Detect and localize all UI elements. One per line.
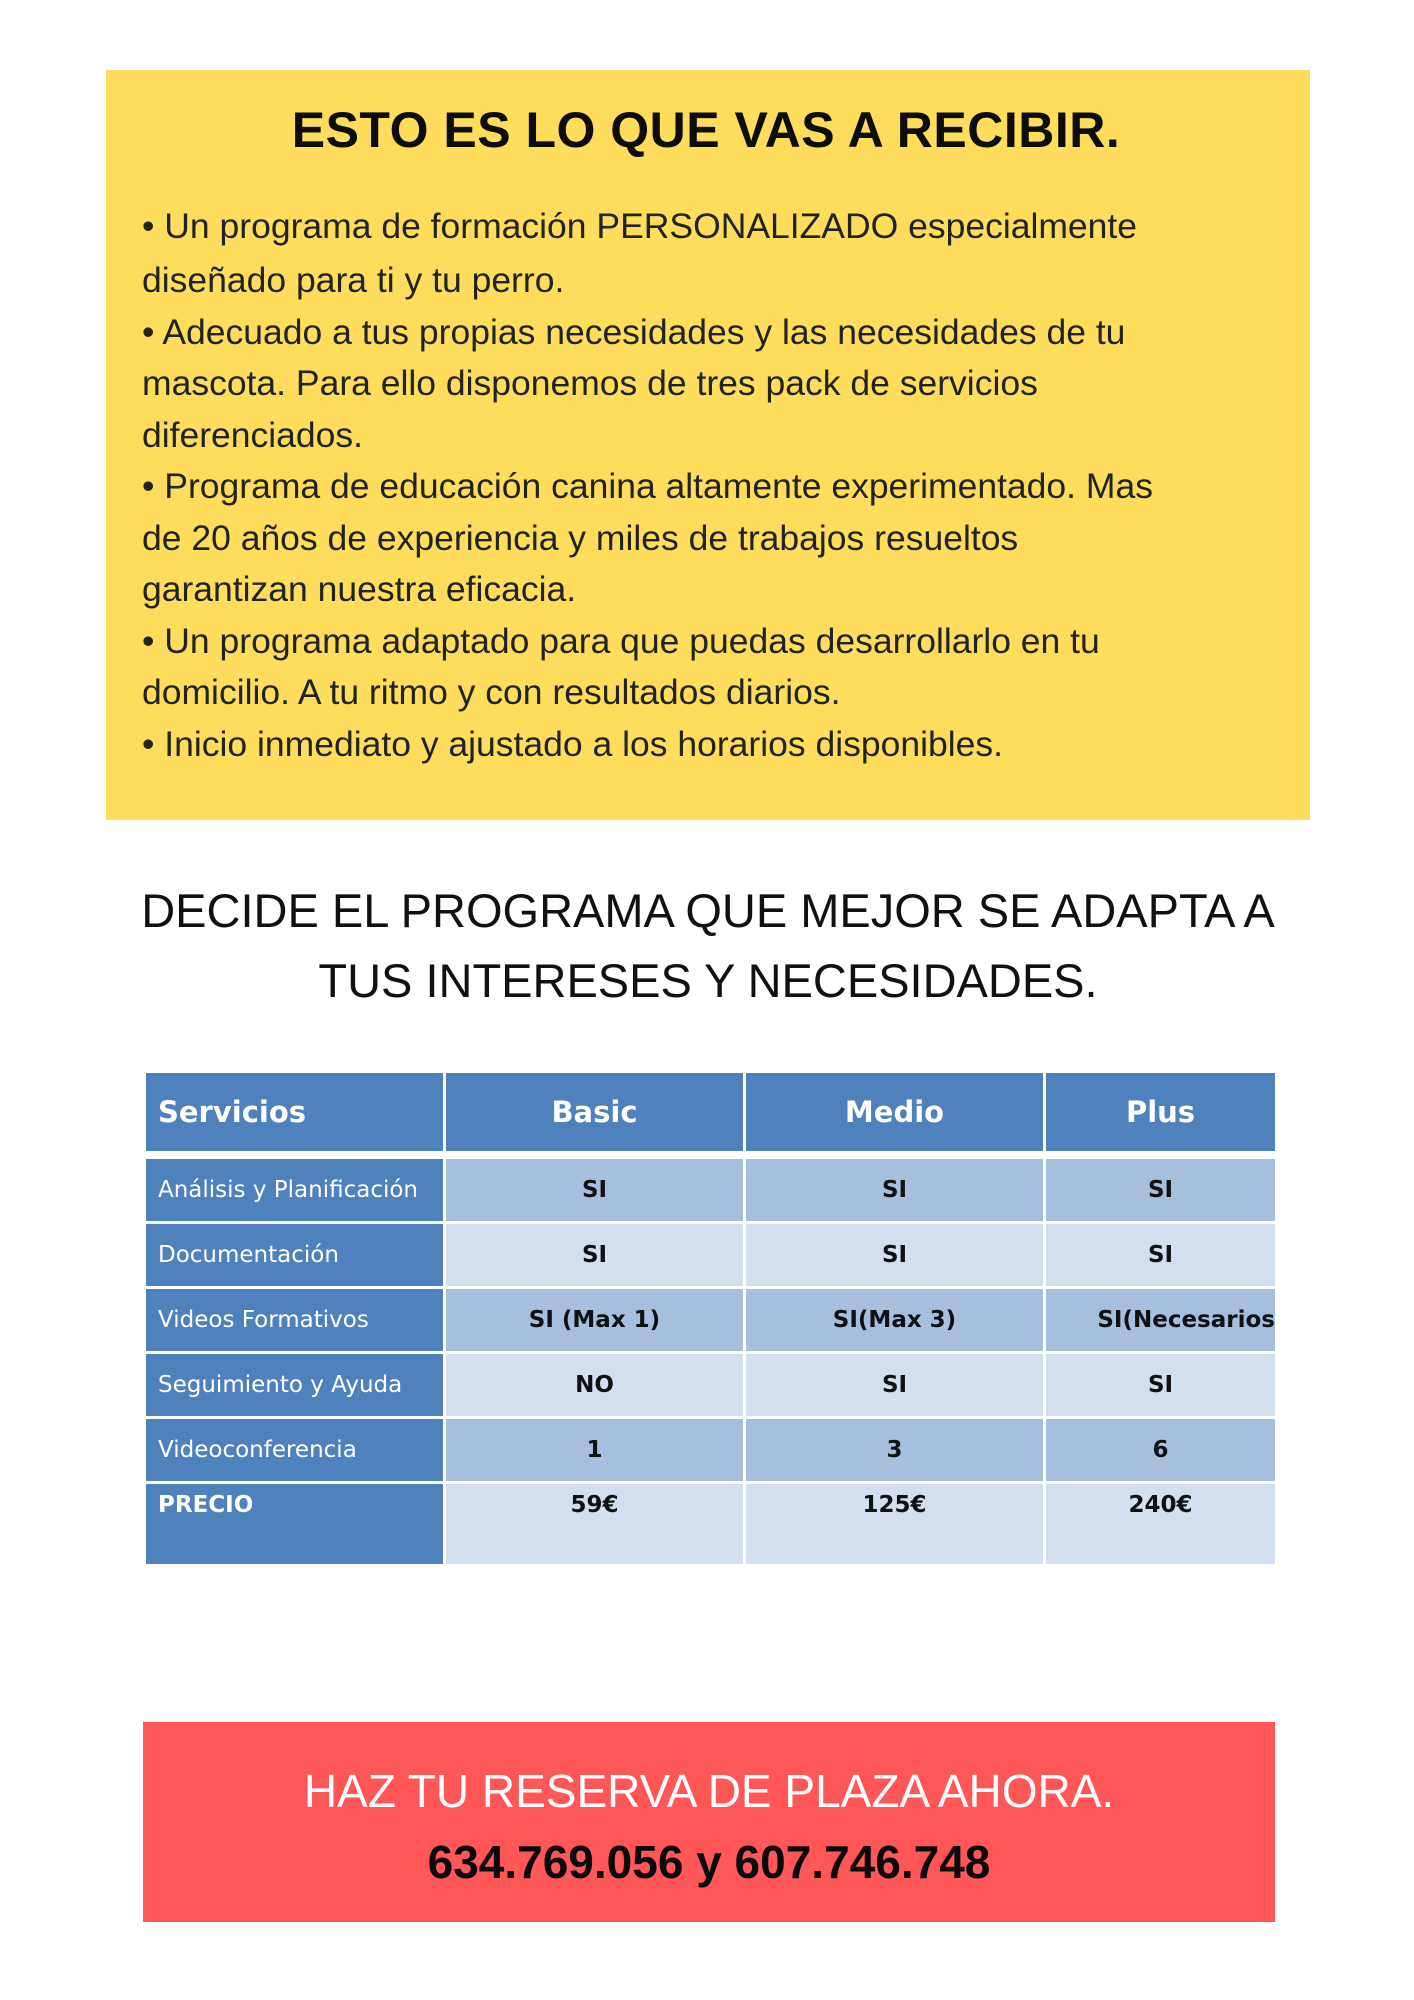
benefit-line: • Un programa adaptado para que puedas desarrollarlo en tu (142, 620, 1100, 661)
cell-basic: 1 (446, 1416, 743, 1481)
table-row (146, 1351, 1275, 1416)
reservation-text: HAZ TU RESERVA DE PLAZA AHORA. (303, 1765, 1115, 1817)
row-label: Seguimiento y Ayuda (146, 1351, 443, 1416)
cell-plus: SI(Necesarios (1046, 1286, 1275, 1351)
section-heading-line1: DECIDE EL PROGRAMA QUE MEJOR SE ADAPTA A (141, 884, 1275, 937)
cell-basic: SI (446, 1156, 743, 1221)
cell-basic: NO (446, 1351, 743, 1416)
benefit-line: domicilio. A tu ritmo y con resultados diarios. (142, 672, 841, 712)
table-row (146, 1156, 1275, 1221)
price-basic: 59€ (446, 1481, 743, 1564)
cell-medio: 3 (746, 1416, 1043, 1481)
row-label-price: PRECIO (146, 1481, 443, 1564)
header-plus: Plus (1046, 1073, 1275, 1156)
benefit-line: • Inicio inmediato y ajustado a los horarios disponibles. (142, 723, 1003, 764)
pricing-table (143, 1073, 1278, 1564)
header-medio: Medio (746, 1073, 1043, 1156)
row-label: Análisis y Planificación (146, 1156, 443, 1221)
cell-medio: SI (746, 1156, 1043, 1221)
benefit-line: garantizan nuestra eficacia. (142, 569, 577, 609)
table-row-price (146, 1481, 1275, 1564)
cell-plus: 6 (1046, 1416, 1275, 1481)
cell-medio: SI (746, 1351, 1043, 1416)
benefit-line: mascota. Para ello disponemos de tres pack de servicios (142, 363, 1038, 403)
phone-numbers[interactable]: 634.769.056 y 607.746.748 (427, 1835, 991, 1888)
table-row (146, 1221, 1275, 1286)
row-label: Videoconferencia (146, 1416, 443, 1481)
cell-medio: SI (746, 1221, 1043, 1286)
benefit-line: • Adecuado a tus propias necesidades y las necesidades de tu (142, 311, 1126, 352)
table-header-row (146, 1073, 1275, 1156)
benefit-line: de 20 años de experiencia y miles de trabajos resueltos (142, 517, 1019, 558)
section-heading (106, 876, 1310, 1016)
price-plus: 240€ (1046, 1481, 1275, 1564)
benefit-line: • Programa de educación canina altamente experimentado. Mas (142, 466, 1153, 506)
header-servicios: Servicios (146, 1073, 443, 1156)
benefits-box (106, 70, 1310, 820)
cell-plus: SI (1046, 1351, 1275, 1416)
benefit-line: diferenciados. (142, 414, 364, 455)
price-medio: 125€ (746, 1481, 1043, 1564)
section-heading-line2: TUS INTERESES Y NECESIDADES. (318, 954, 1098, 1007)
table-row (146, 1416, 1275, 1481)
row-label: Videos Formativos (146, 1286, 443, 1351)
benefits-list (142, 198, 1270, 770)
header-basic: Basic (446, 1073, 743, 1156)
cell-plus: SI (1046, 1156, 1275, 1221)
cell-basic: SI (446, 1221, 743, 1286)
cell-basic: SI (Max 1) (446, 1286, 743, 1351)
benefits-title: ESTO ES LO QUE VAS A RECIBIR. (291, 102, 1121, 158)
benefit-line: diseñado para ti y tu perro. (142, 260, 565, 300)
reservation-banner (143, 1722, 1275, 1922)
cell-plus: SI (1046, 1221, 1275, 1286)
row-label: Documentación (146, 1221, 443, 1286)
cell-medio: SI(Max 3) (746, 1286, 1043, 1351)
benefit-line: • Un programa de formación PERSONALIZADO especialmente (142, 206, 1138, 246)
table-row (146, 1286, 1275, 1351)
